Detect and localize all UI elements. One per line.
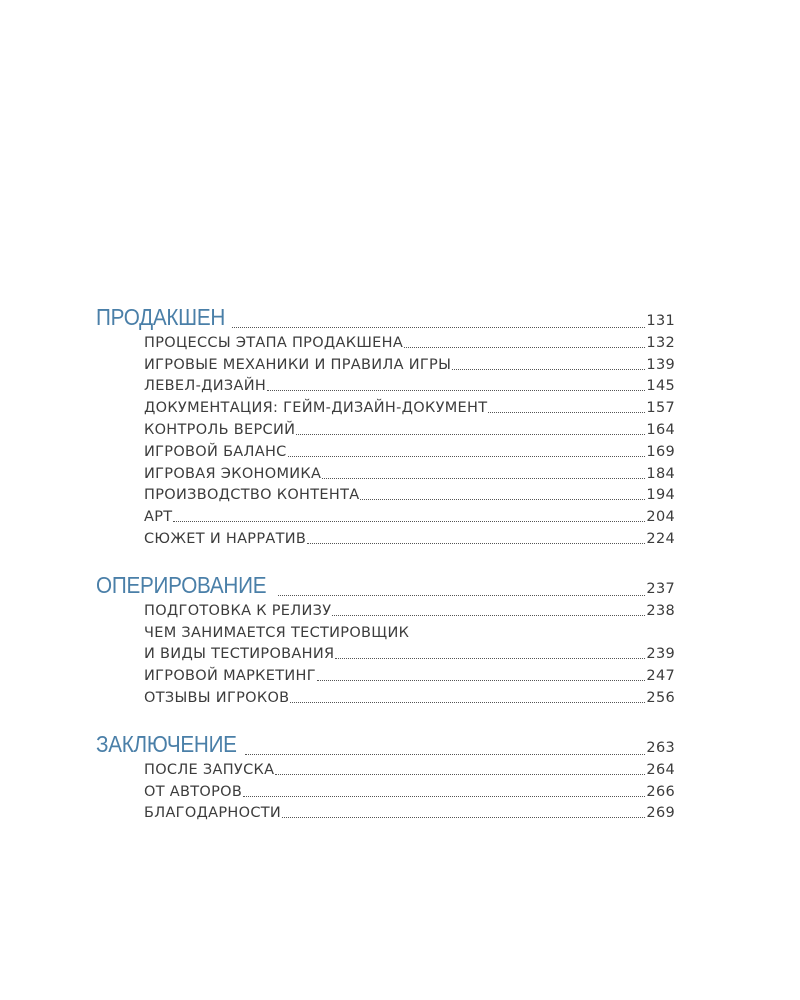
entry-title: БЛАГОДАРНОСТИ bbox=[144, 805, 282, 822]
dot-leader bbox=[278, 595, 645, 596]
page-number: 264 bbox=[646, 761, 675, 778]
page-number: 132 bbox=[646, 334, 675, 351]
dot-leader bbox=[232, 327, 645, 328]
toc-entry bbox=[96, 330, 675, 352]
dot-leader bbox=[290, 702, 645, 703]
toc-section-heading bbox=[96, 723, 675, 757]
dot-leader bbox=[488, 412, 645, 413]
page-number: 184 bbox=[646, 465, 675, 482]
toc-entry bbox=[96, 598, 675, 620]
dot-leader bbox=[282, 817, 645, 818]
dot-leader bbox=[360, 499, 645, 500]
entry-title: ИГРОВОЙ БАЛАНС bbox=[144, 443, 287, 460]
toc-entry bbox=[96, 395, 675, 417]
page-number: 145 bbox=[646, 378, 675, 395]
toc-entry bbox=[96, 526, 675, 548]
page-number: 169 bbox=[646, 443, 675, 460]
page-number: 247 bbox=[646, 668, 675, 685]
page-number: 263 bbox=[646, 739, 675, 756]
dot-leader bbox=[275, 774, 645, 775]
section-title: ЗАКЛЮЧЕНИЕ bbox=[96, 730, 237, 757]
toc-section-production bbox=[96, 296, 675, 548]
toc-entry bbox=[96, 374, 675, 396]
entry-title: ПОДГОТОВКА К РЕЛИЗУ bbox=[144, 602, 332, 619]
dot-leader bbox=[173, 521, 645, 522]
page-number: 269 bbox=[646, 805, 675, 822]
dot-leader bbox=[245, 754, 645, 755]
entry-title: ИГРОВОЙ МАРКЕТИНГ bbox=[144, 668, 316, 685]
page-number: 224 bbox=[646, 530, 675, 547]
toc-entry bbox=[96, 642, 675, 664]
page-number: 204 bbox=[646, 509, 675, 526]
dot-leader bbox=[296, 434, 645, 435]
dot-leader bbox=[243, 796, 645, 797]
toc-entry bbox=[96, 417, 675, 439]
toc-section-heading bbox=[96, 564, 675, 598]
entry-title: ИГРОВЫЕ МЕХАНИКИ И ПРАВИЛА ИГРЫ bbox=[144, 356, 452, 373]
table-of-contents bbox=[96, 296, 675, 822]
toc-section-operations bbox=[96, 564, 675, 707]
entry-title: ОТЗЫВЫ ИГРОКОВ bbox=[144, 689, 290, 706]
page-number: 266 bbox=[646, 783, 675, 800]
entry-title: СЮЖЕТ И НАРРАТИВ bbox=[144, 530, 307, 547]
toc-entry bbox=[96, 685, 675, 707]
dot-leader bbox=[267, 390, 645, 391]
entry-title: И ВИДЫ ТЕСТИРОВАНИЯ bbox=[144, 646, 335, 663]
toc-entry bbox=[96, 663, 675, 685]
section-title: ПРОДАКШЕН bbox=[96, 304, 226, 330]
page-number: 256 bbox=[646, 689, 675, 706]
dot-leader bbox=[335, 658, 645, 659]
dot-leader bbox=[288, 456, 646, 457]
toc-entry bbox=[96, 757, 675, 779]
page-number: 194 bbox=[646, 487, 675, 504]
entry-title: ОТ АВТОРОВ bbox=[144, 783, 243, 800]
entry-title-line1: ЧЕМ ЗАНИМАЕТСЯ ТЕСТИРОВЩИК bbox=[144, 624, 410, 641]
entry-title: ПОСЛЕ ЗАПУСКА bbox=[144, 761, 275, 778]
dot-leader bbox=[452, 369, 645, 370]
toc-entry bbox=[96, 352, 675, 374]
entry-title: ДОКУМЕНТАЦИЯ: ГЕЙМ-ДИЗАЙН-ДОКУМЕНТ bbox=[144, 400, 488, 417]
page-number: 238 bbox=[646, 602, 675, 619]
toc-entry bbox=[96, 461, 675, 483]
entry-title: ИГРОВАЯ ЭКОНОМИКА bbox=[144, 465, 322, 482]
page-number: 139 bbox=[646, 356, 675, 373]
toc-section-heading bbox=[96, 296, 675, 330]
dot-leader bbox=[317, 680, 646, 681]
entry-title: ПРОИЗВОДСТВО КОНТЕНТА bbox=[144, 487, 360, 504]
section-title: ОПЕРИРОВАНИЕ bbox=[96, 571, 267, 598]
dot-leader bbox=[322, 478, 645, 479]
dot-leader bbox=[332, 615, 645, 616]
page-number: 164 bbox=[646, 421, 675, 438]
page-number: 239 bbox=[646, 646, 675, 663]
entry-title: АРТ bbox=[144, 509, 173, 526]
entry-title: ПРОЦЕССЫ ЭТАПА ПРОДАКШЕНА bbox=[144, 334, 404, 351]
dot-leader bbox=[404, 347, 645, 348]
toc-entry bbox=[96, 504, 675, 526]
toc-entry bbox=[96, 801, 675, 823]
toc-entry bbox=[96, 779, 675, 801]
dot-leader bbox=[307, 543, 645, 544]
page-number: 157 bbox=[646, 400, 675, 417]
page-number: 131 bbox=[646, 313, 675, 329]
page-number: 237 bbox=[646, 580, 675, 597]
entry-title: ЛЕВЕЛ-ДИЗАЙН bbox=[144, 378, 267, 395]
toc-entry bbox=[96, 439, 675, 461]
toc-section-conclusion bbox=[96, 723, 675, 822]
toc-entry bbox=[96, 483, 675, 505]
entry-title: КОНТРОЛЬ ВЕРСИЙ bbox=[144, 421, 296, 438]
